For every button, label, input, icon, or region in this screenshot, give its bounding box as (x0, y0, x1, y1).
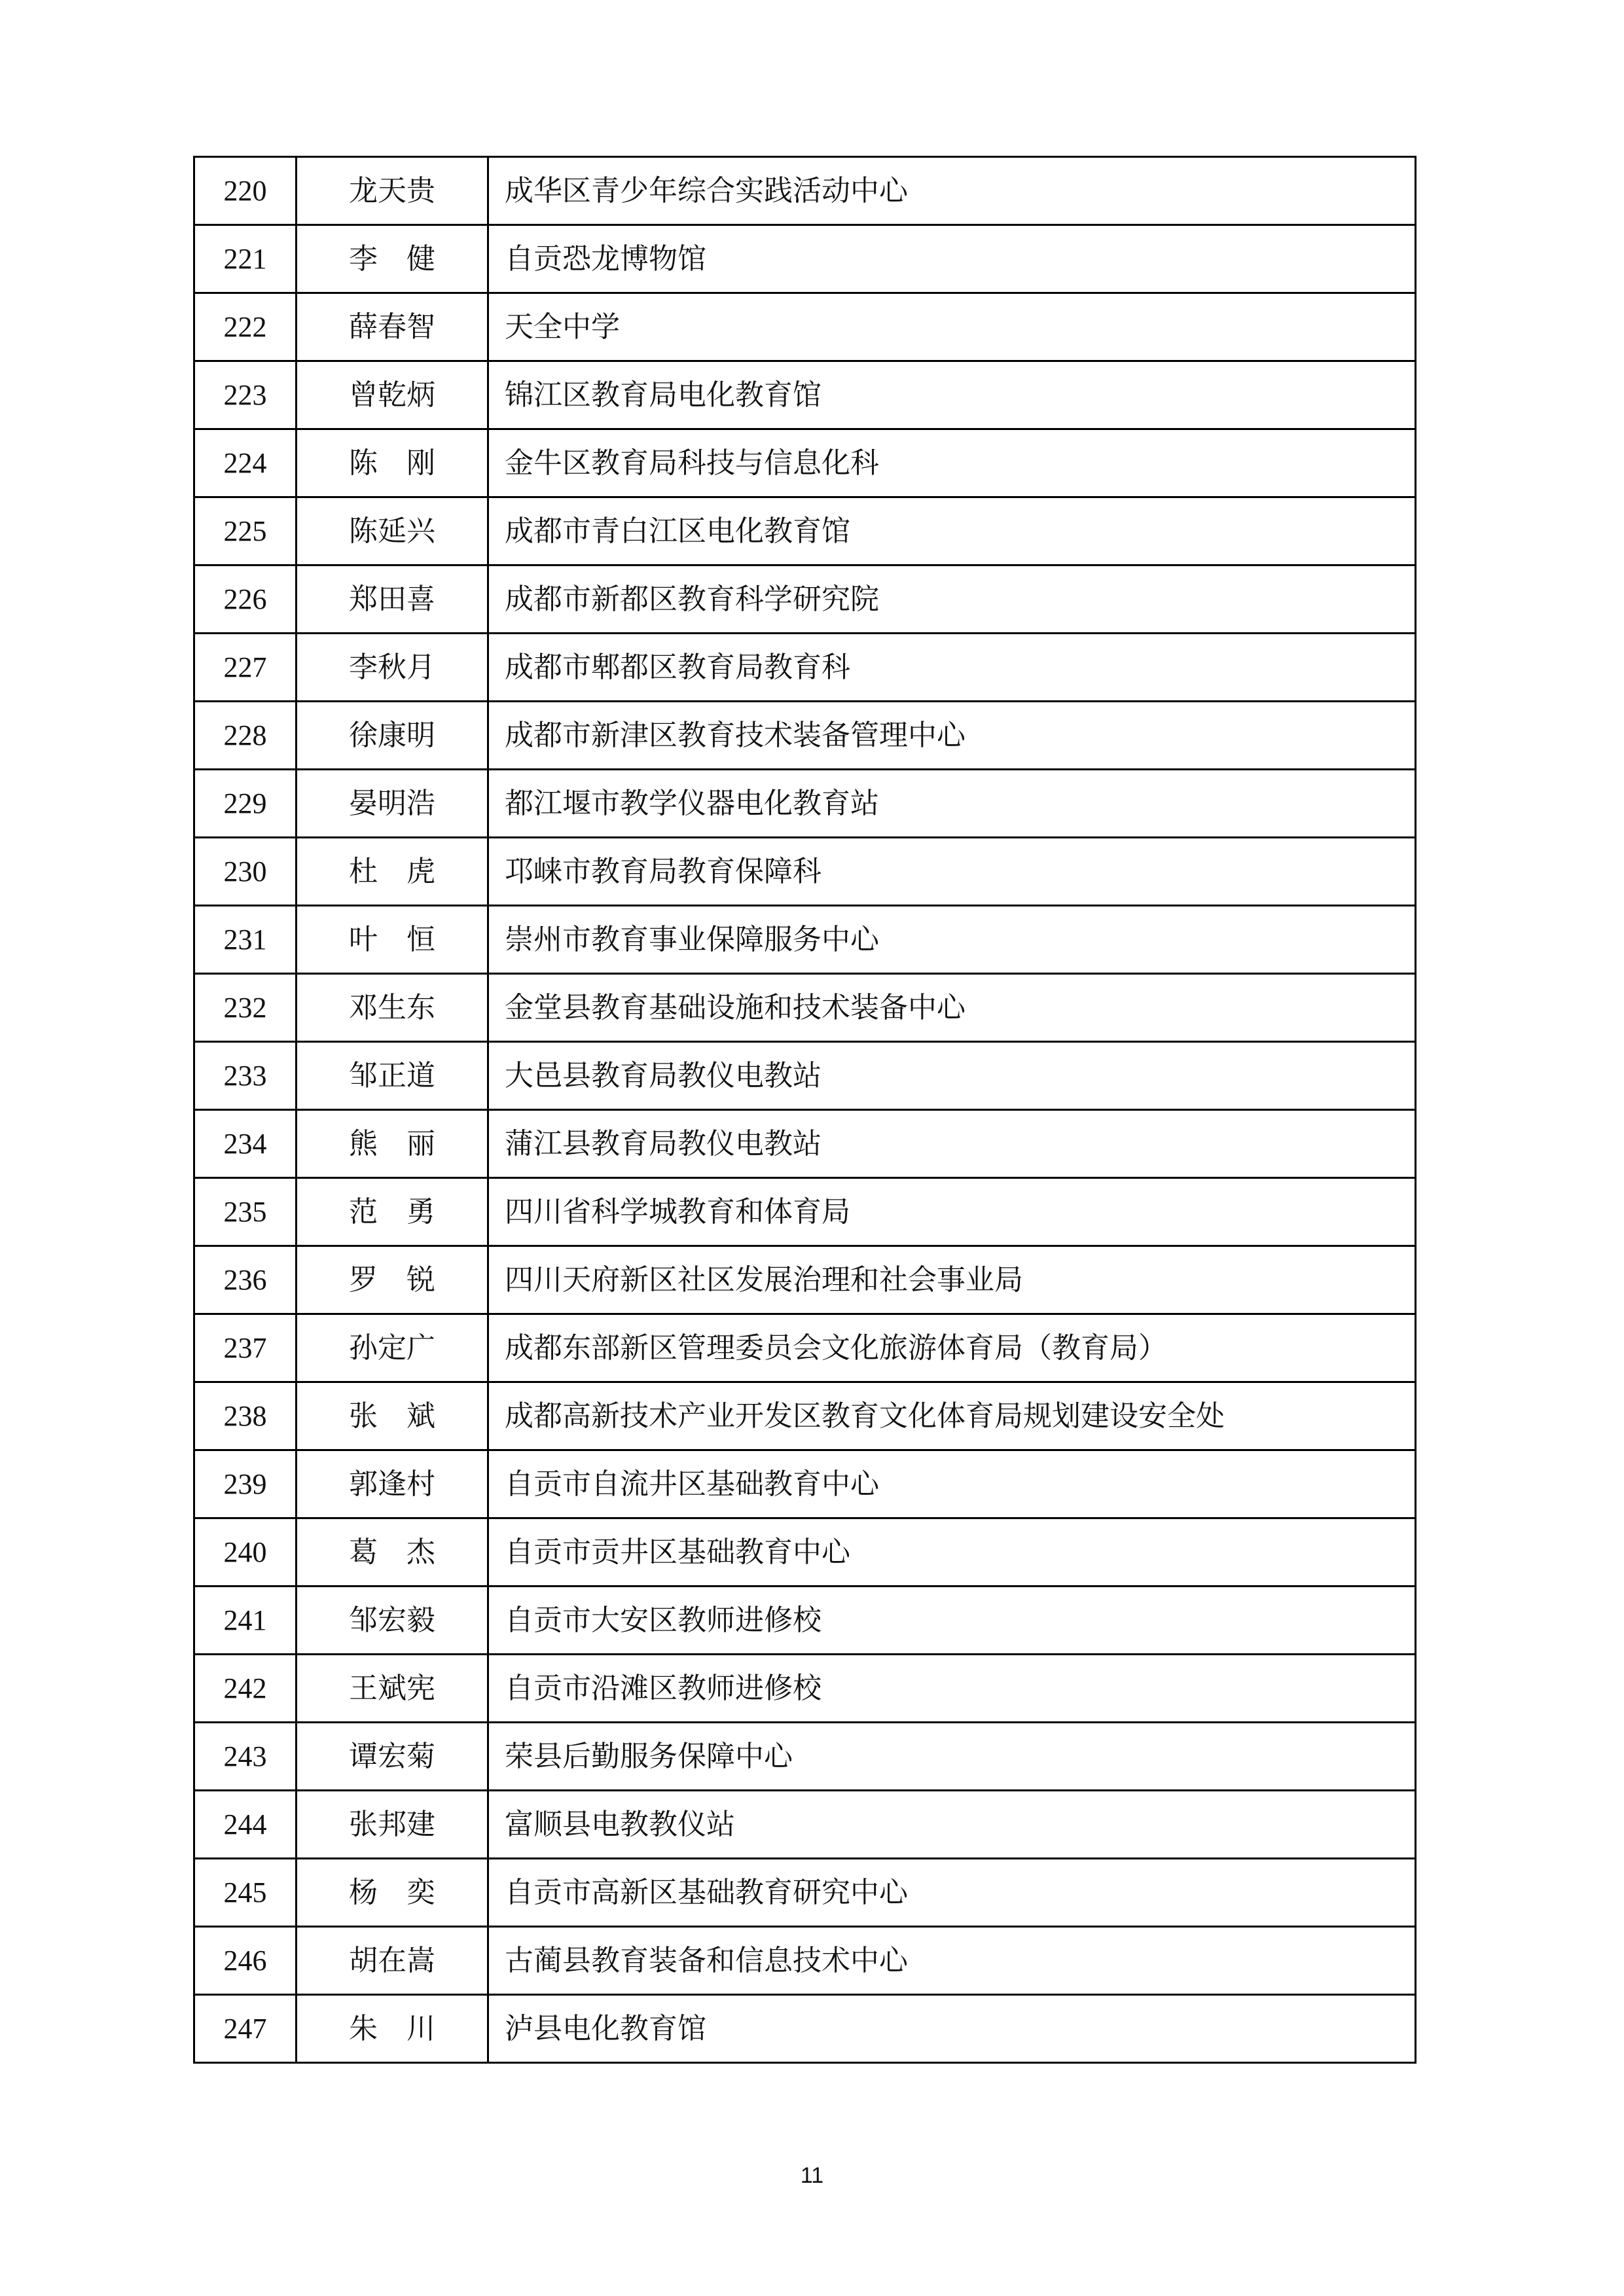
table-row (194, 293, 1416, 361)
row-number-cell: 227 (194, 634, 297, 702)
table-row (194, 770, 1416, 838)
row-number-cell: 244 (194, 1791, 297, 1859)
table-row (194, 157, 1416, 225)
row-number-cell: 232 (194, 974, 297, 1042)
person-name-cell: 葛 杰 (297, 1518, 488, 1587)
organization-cell: 古蔺县教育装备和信息技术中心 (488, 1927, 1416, 1995)
person-name-cell: 邹正道 (297, 1042, 488, 1110)
table-row (194, 497, 1416, 565)
table-row (194, 1450, 1416, 1518)
organization-cell: 锦江区教育局电化教育馆 (488, 361, 1416, 429)
organization-cell: 都江堰市教学仪器电化教育站 (488, 770, 1416, 838)
person-name-cell: 邓生东 (297, 974, 488, 1042)
person-name-cell: 李秋月 (297, 634, 488, 702)
row-number-cell: 231 (194, 906, 297, 974)
person-name-cell: 曾乾炳 (297, 361, 488, 429)
row-number-cell: 222 (194, 293, 297, 361)
organization-cell: 自贡市自流井区基础教育中心 (488, 1450, 1416, 1518)
organization-cell: 自贡市大安区教师进修校 (488, 1587, 1416, 1655)
row-number-cell: 242 (194, 1655, 297, 1723)
row-number-cell: 241 (194, 1587, 297, 1655)
person-name-cell: 郑田喜 (297, 565, 488, 634)
organization-cell: 四川省科学城教育和体育局 (488, 1178, 1416, 1246)
organization-cell: 蒲江县教育局教仪电教站 (488, 1110, 1416, 1178)
person-name-cell: 张邦建 (297, 1791, 488, 1859)
table-row (194, 1791, 1416, 1859)
person-name-cell: 胡在嵩 (297, 1927, 488, 1995)
table-row (194, 1587, 1416, 1655)
table-row (194, 1042, 1416, 1110)
organization-cell: 成都市新都区教育科学研究院 (488, 565, 1416, 634)
row-number-cell: 245 (194, 1859, 297, 1927)
organization-cell: 自贡恐龙博物馆 (488, 225, 1416, 293)
organization-cell: 成都东部新区管理委员会文化旅游体育局（教育局） (488, 1314, 1416, 1382)
table-row (194, 1314, 1416, 1382)
organization-cell: 富顺县电教教仪站 (488, 1791, 1416, 1859)
person-name-cell: 孙定广 (297, 1314, 488, 1382)
table-row (194, 1110, 1416, 1178)
person-name-cell: 郭逢村 (297, 1450, 488, 1518)
row-number-cell: 223 (194, 361, 297, 429)
row-number-cell: 238 (194, 1382, 297, 1450)
organization-cell: 大邑县教育局教仪电教站 (488, 1042, 1416, 1110)
organization-cell: 邛崃市教育局教育保障科 (488, 838, 1416, 906)
person-name-cell: 陈延兴 (297, 497, 488, 565)
table-row (194, 702, 1416, 770)
row-number-cell: 240 (194, 1518, 297, 1587)
organization-cell: 金牛区教育局科技与信息化科 (488, 429, 1416, 497)
person-name-cell: 罗 锐 (297, 1246, 488, 1314)
table-row (194, 906, 1416, 974)
row-number-cell: 237 (194, 1314, 297, 1382)
person-name-cell: 王斌宪 (297, 1655, 488, 1723)
row-number-cell: 224 (194, 429, 297, 497)
row-number-cell: 230 (194, 838, 297, 906)
table-row (194, 634, 1416, 702)
organization-cell: 荣县后勤服务保障中心 (488, 1723, 1416, 1791)
row-number-cell: 243 (194, 1723, 297, 1791)
row-number-cell: 228 (194, 702, 297, 770)
roster-table-body (194, 157, 1416, 2063)
row-number-cell: 239 (194, 1450, 297, 1518)
table-row (194, 429, 1416, 497)
person-name-cell: 晏明浩 (297, 770, 488, 838)
table-row (194, 974, 1416, 1042)
table-row (194, 361, 1416, 429)
organization-cell: 成都市郫都区教育局教育科 (488, 634, 1416, 702)
roster-table (193, 156, 1416, 2064)
table-row (194, 225, 1416, 293)
organization-cell: 成都市青白江区电化教育馆 (488, 497, 1416, 565)
organization-cell: 自贡市高新区基础教育研究中心 (488, 1859, 1416, 1927)
row-number-cell: 235 (194, 1178, 297, 1246)
organization-cell: 自贡市贡井区基础教育中心 (488, 1518, 1416, 1587)
person-name-cell: 徐康明 (297, 702, 488, 770)
person-name-cell: 李 健 (297, 225, 488, 293)
table-row (194, 838, 1416, 906)
table-row (194, 1859, 1416, 1927)
table-row (194, 1246, 1416, 1314)
row-number-cell: 233 (194, 1042, 297, 1110)
person-name-cell: 陈 刚 (297, 429, 488, 497)
organization-cell: 四川天府新区社区发展治理和社会事业局 (488, 1246, 1416, 1314)
organization-cell: 天全中学 (488, 293, 1416, 361)
organization-cell: 成都市新津区教育技术装备管理中心 (488, 702, 1416, 770)
row-number-cell: 246 (194, 1927, 297, 1995)
person-name-cell: 叶 恒 (297, 906, 488, 974)
row-number-cell: 220 (194, 157, 297, 225)
person-name-cell: 范 勇 (297, 1178, 488, 1246)
row-number-cell: 236 (194, 1246, 297, 1314)
person-name-cell: 龙天贵 (297, 157, 488, 225)
organization-cell: 崇州市教育事业保障服务中心 (488, 906, 1416, 974)
row-number-cell: 226 (194, 565, 297, 634)
table-row (194, 1178, 1416, 1246)
table-row (194, 1995, 1416, 2063)
person-name-cell: 谭宏菊 (297, 1723, 488, 1791)
table-row (194, 1927, 1416, 1995)
organization-cell: 成华区青少年综合实践活动中心 (488, 157, 1416, 225)
row-number-cell: 225 (194, 497, 297, 565)
person-name-cell: 张 斌 (297, 1382, 488, 1450)
table-row (194, 1382, 1416, 1450)
person-name-cell: 薛春智 (297, 293, 488, 361)
person-name-cell: 杨 奕 (297, 1859, 488, 1927)
organization-cell: 泸县电化教育馆 (488, 1995, 1416, 2063)
row-number-cell: 229 (194, 770, 297, 838)
page-number: 11 (800, 2163, 824, 2188)
organization-cell: 成都高新技术产业开发区教育文化体育局规划建设安全处 (488, 1382, 1416, 1450)
organization-cell: 金堂县教育基础设施和技术装备中心 (488, 974, 1416, 1042)
table-row (194, 1655, 1416, 1723)
person-name-cell: 杜 虎 (297, 838, 488, 906)
table-row (194, 1518, 1416, 1587)
person-name-cell: 邹宏毅 (297, 1587, 488, 1655)
organization-cell: 自贡市沿滩区教师进修校 (488, 1655, 1416, 1723)
person-name-cell: 熊 丽 (297, 1110, 488, 1178)
table-row (194, 565, 1416, 634)
row-number-cell: 221 (194, 225, 297, 293)
table-row (194, 1723, 1416, 1791)
person-name-cell: 朱 川 (297, 1995, 488, 2063)
row-number-cell: 247 (194, 1995, 297, 2063)
row-number-cell: 234 (194, 1110, 297, 1178)
